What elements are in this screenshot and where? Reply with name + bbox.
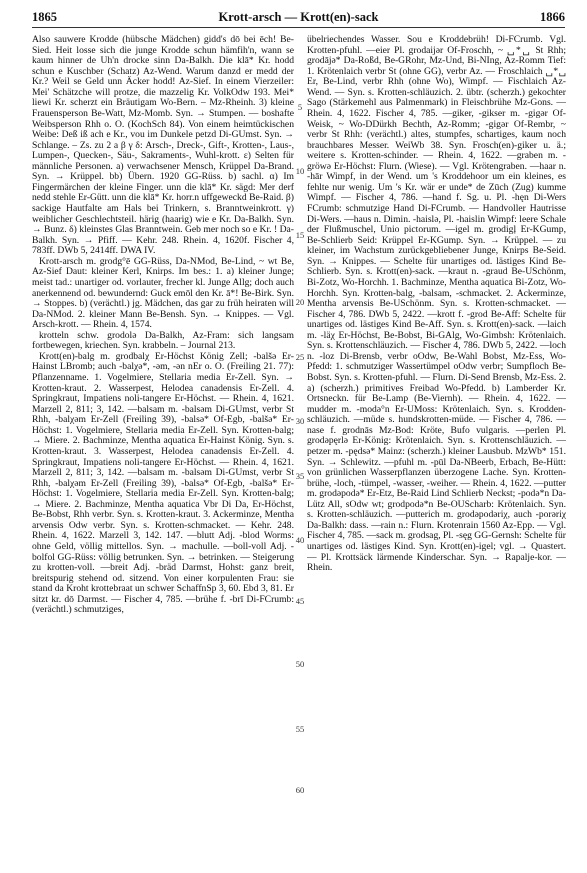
entry-krotten-balg: Krott(en)-balg m. grodbalχ Er-Höchst König Zell; -balšə Er-Hainst LBromb; auch -balχə*, -əm, -ən nEr o. O. (Freiling 21. 77): Pflanzenname. 1. Vogelmiere, Stellaria media Er-Zell. Syn. → Krotten-kraut. 2. Wasserpest, Helodea canadensis Er-Zell. 4. Springkraut, Impatiens noli-tangere Er-Höchst. — Rhein. 4, 1621. Marzell 2, 811; 3, 142. —balsam m. -balsəm Di-GUmst, verbr St Rhh, -balχəm Er-Zell (Freiling 39), -balsə* Of-Egb, -balšə* Er-Höchst: 1. Vogelmiere, Stellaria media Er-Zell. Syn. Krotten-balg; → Miere. 2. Bachminze, Mentha aquatica Er-Hainst König. Syn. s. Krotten-kraut. 3. Wasserpest, Helodea canadensis Er-Zell. 4. Springkraut, Impatiens noli-tangere Er-Höchst. — Rhein. 4, 1621. Marzell 2, 811; 3, 142. —balsam m. -balsəm Di-GUmst, verbr St Rhh, -balχəm Er-Zell (Freiling 39), -balsə* Of-Egb, -balšə* Er-Höchst: 1. Vogelmiere, Stellaria media Er-Zell. Syn. Krotten-balg; → Miere. 2. Bachminze, Mentha aquatica Vbr Di Da, Er-Höchst, Be-Bobst, Rhh verbr. Syn. s. Krotten-kraut. 3. Ackerminze, Mentha arvensis Odw verbr. Syn. s. Krotten-schmacket. — Kehr. 248. Rhein. 4, 1622. Marzell 3, 142. 147. —blutt Adj. -blod Worms: ohne Geld, völlig mittellos. Syn. → machulle. —boll-voll Adj. -bolfol GG-Rüss: völlig betrunken. Syn. → betrinken. — Steigerung zu krotten-voll. —breit Adj. -bräd Darmst, Hohst: ganz breit, breitspurig stehend od. sitzend. Von einer korpulenten Frau: sie stand da Kroht krottebraat un schwer SchaffnSp 3, 60. Ebd 3, 81. Er sitzt kr. dō Darmst. — Fischer 4, 785. —brühe f. -brī Di-FCrumb: (verächtl.) schmutziges, (32, 350, 294, 616)
line-number: 40 (295, 535, 305, 545)
right-column (307, 35, 566, 867)
entry-krott-arsch: Krott-arsch m. grodg°ē GG-Rüss, Da-NMod, Be-Lind, ~ wt Be, Az-Sief Daut: kleiner Kerl, Knirps. Im bes.: 1. a) kleiner Junge; meist tad.: unartiger od. vorlauter, frecher kl. Junge Allg; doch auch anerkennend od. bewundernd: Guck emōl den Kr. ā*! Be-Birk. Syn. → Stoppes. b) (verächtl.) jg. Mädchen, das gar zu früh heiraten will Da-NMod. 2. kleiner Mann Be-Bensh. Syn. → Knippes. — Vgl. Arsch-krott. — Rhein. 4, 1574. (32, 255, 294, 331)
line-number: 25 (295, 352, 305, 362)
line-number: 30 (295, 416, 305, 426)
line-number: 5 (297, 102, 303, 112)
entry-krotten-bruehe-continuation: übelriechendes Wasser. Sou e Kroddebrüh! Di-FCrumb. Vgl. Krotten-pfuhl. —eier Pl. grodaijər Of-Froschh, ~ ␣*␣ St Rhh; grodājə* Da-Roßd, Be-GRohr, Mz-Und, Bi-NIng, Az-Romm Tief: 1. Krötenlaich verbr St (ohne GG), verbr Az. — Froschlaich ␣*␣ Er, Be-Lind, verbr Rhh (ohne Wo), Wimpf. — Fischlaich Az-Wend. — Syn. s. Krotten-schläuzich. 2. übtr. (scherzh.) gekochter Sago (Stärkemehl aus Palmenmark) in Fleischbrühe Mz-Gons. — Rhein. 4, 1622. Fischer 4, 785. —giker, -gikser m. -gigər Of-Weisk, ~ Wo-DDürkh Bechth, Az-Romm; -gigər Of-Rembr, ~ verbr St Rhh: (verächtl.) altes, stumpfes, schartiges, kaum noch brauchbares Messer. WeiWb 38. Syn. Frosch(en)-giker u. ä.; weitere s. Krotten-schinder. — Rhein. 4, 1622. —graben m. -gröwə Er-Höchst: Flurn. (Wiese). — Vgl. Krötengraben. —haar n. -hār Wimpf, in der Wend. um 's Kroddehoor um ein kleines, es fehlte nur wenig. Um 's Kr. wär er unde* de Zūch (Zug) kumme Wimpf. — Fischer 4, 786. —hand f. Sg. u. Pl. -hęn Di-Wers FCrumb: schmutzige Hand Di-FCrumb. — Handvoller Hautrisse Di-Wers. —haus n. Dimin. -haislə, Pl. -haislin Wimpf: leere Schale der Flußmuschel, Unio pictorum. —igel m. grodigļ Er-KGump, Be-Schlierb Seid: Krüppel Er-KGump. Syn. → Krüppel. — zu kleiner, im Wachstum zurückgebliebener Junge, Knirps Be-Seid. Syn. → Knippes. — Schelte für unartiges od. lästiges Kind Be-Schlierb. Syn. s. Krott(en)-sack. —kraut n. -graud Be-USchönm, Bi-Zotz, Wo-Horchh. 1. Bachminze, Mentha aquatica Bi-Zotz, Wo-Horchh. Syn. Krotten-balg, -balsam, -schmacket. 2. Ackerminze, Mentha arvensis Be-USchönm. Syn. s. Krotten-schmacket. — Fischer 4, 786. DWb 5, 2422. —krott f. -grod Be-Aff: Schelte für unartiges od. lästiges Kind Be-Aff. Syn. s. Krott(en)-sack. —laich m. -läχ Er-Höchst, Be-Bobst, Bi-GAlg, Wo-Gimbsh: Krötenlaich. Syn. s. Krottenschläuzich. — Fischer 4, 786. DWb 5, 2422. —loch n. -loz Di-Brensb, verbr oOdw, Be-Wahl Bobst, Mz-Ess, Wo-Pfedd: 1. schmutziger Wassertümpel oOdw verbr; Sumpfloch Be-Bobst. Syn. s. Krotten-pfuhl. — Flurn. Di-Send Brensb, Mz-Ess. 2. a) (scherzh.) primitives Freibad Wo-Pfedd. b) Lamberder Kr. Ortsneckn. für Be-Lamp (Be-Viernh). — Rhein. 4, 1622. —mudder m. -modə°n Er-UMoss: Krötenlaich. Syn. s. Krodden-schläuzich. —müde s. hundskrotten-müde. — Fischer 4, 786. —nase f. grodnās Mz-Bod: Kröte, Bufo vulgaris. —perlen Pl. grodəpęrlə Er-König: Krötenlaich. Syn. s. Krottenschläuzich. —petzer m. -pędsə* Mainz: (scherzh.) kleiner Lausbub. MzWb* 151. Syn. → Schlewitz. —pfuhl m. -pūl Da-NBeerb, Erbach, Be-Hütt: von grünlichen Wasserpflanzen überzogene Lache. Syn. Krotten-brühe, -loch, -tümpel, -wasser, -weiher. — Rhein. 4, 1622. —putter m. grodəpodə* Er-Etz, Be-Raid Lind Schlierb Neckst; -podə*n Da-Lütz All, sOdw wt; grodpodə*n Be-OUScharb: Krötenlaich. Syn. s. Krotten-schläuzich. —putterich m. grodəpodəriχ, auch -porəriχ Da-Balkh: dass. —rain n.: Flurn. Krotenrain 1560 Az-Epp. — Vgl. Fischer 4, 785. —sack m. grodsag, Pl. -sęg GG-Gernsh: Schelte für unartiges od. lästiges Kind. Syn. Krott(en)-igel; vgl. → Quastert. — Pl. Krottsäck lärmende Kinderschar. Syn. → Rapalje-kor. — Rhein. (307, 35, 566, 574)
line-number: 15 (295, 230, 305, 240)
line-number: 60 (295, 785, 305, 795)
line-number: 55 (295, 724, 305, 734)
line-number: 50 (295, 659, 305, 669)
page-number-left: 1865 (32, 10, 57, 24)
header-rule (32, 27, 565, 28)
left-column (32, 35, 294, 867)
running-head: Krott-arsch — Krott(en)-sack (218, 10, 379, 24)
entry-krotteln: krotteln schw. grodolə Da-Balkh, Az-Fram: sich langsam fortbewegen, kriechen. Syn. krabbeln. – Journal 213. (32, 329, 294, 352)
line-number: 35 (295, 471, 305, 481)
page-number-right: 1866 (540, 10, 565, 24)
entry-krott-continuation: Also sauwere Krodde (hübsche Mädchen) gidd's dō bei ēch! Be-Sied. Heit losse sich die junge Krodde schun hämfih'n, wann se kaum hinner de Uh'n drocke sinn Da-Balkh. Die klā* Kr. hodd schun e Kuschber (Schatz) Az-Wend. Warum danzd er medd der Kr.? Weil se Geld unn Äcker hodd! Az-Sief. In einem Vierzeiler: Mei' Schätzche will protze, die mazzelig Kr. VolkOdw 193. Mei* liewi Kr. scherzt ein Bräutigam Wo-Bern. – Mz-Rheinh. 3) kleine Frauensperson Be-Watt, Mz-Momb. Syn. → Stumpen. — boshafte Weibsperson Rhh o. O. (KochSch 84). Von einem heimtückischen Weibe: Deß iß ach e Kr., vou im Dunkele petzd Di-GUmst. Syn. → Schlange. – Zs. zu 2 a β γ δ: Arsch-, Dreck-, Gift-, Krotten-, Laus-, Lumpen-, Quecken-, Säu-, Sakraments-, Wuhl-krott. ε) Selten für männliche Personen. a) verwachsener Mensch, Krüppel Da-Brand. Syn. → Krüppel. bb) Übern. 1920 GG-Rüss. b) sachl. α) Im Fingermärchen der kleine Finger. unn die klā* Kr. sägd: Mer derf nedd stehle Er-Gütt. unn die klā* Kr. horr.n uffgeweckd Be-Raid. β) sackige Hautfalte am Hals bei Trinkern, s. Branntweinkrott. γ) weiblicher Geschlechtsteil. härig (haarig) wie e Kr. Da-Balkh. Syn. → Bunz. δ) kleinstes Glas Branntwein. Geb mer noch so e Kr. ! Da-Balkh. Syn. → Pfiff. — Kehr. 248. Rhein. 4, 1620f. Fischer 4, 783ff. DWb 5, 2414ff. DWA IV. (32, 35, 294, 257)
line-number: 45 (295, 596, 305, 606)
line-number: 10 (295, 166, 305, 176)
page-header (32, 10, 565, 26)
line-number: 20 (295, 297, 305, 307)
